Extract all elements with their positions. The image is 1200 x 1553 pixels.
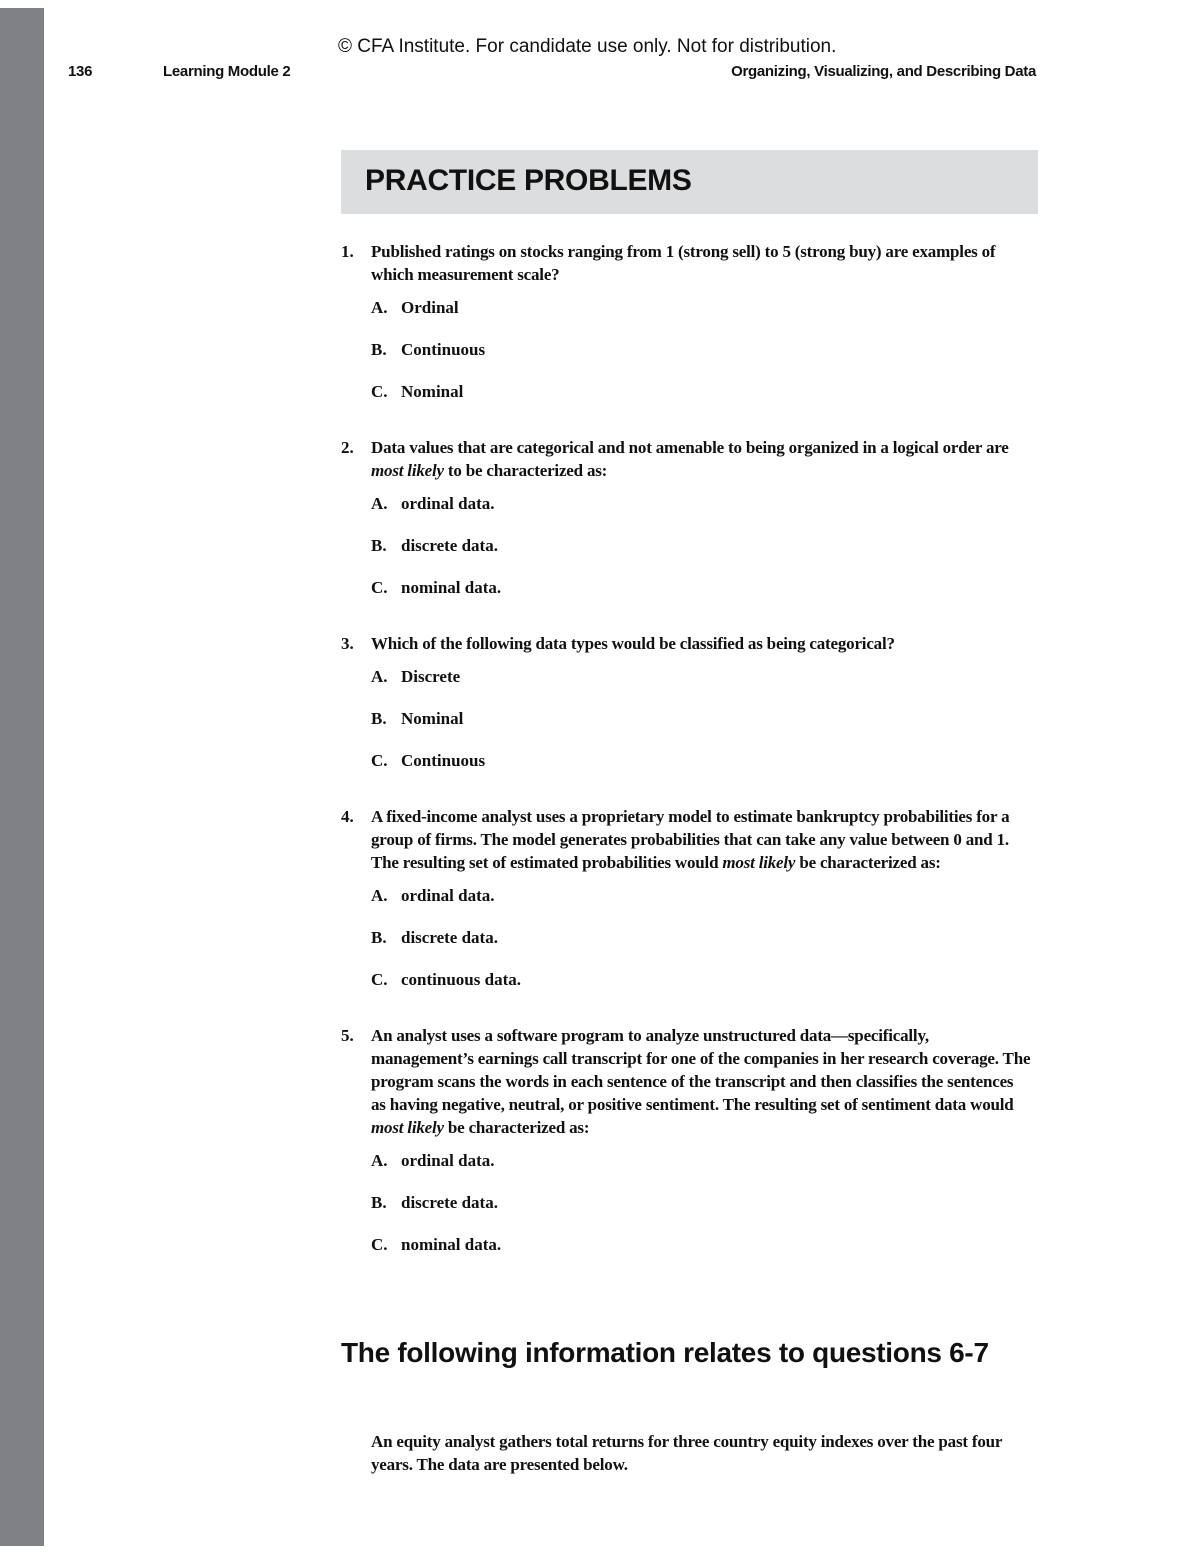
option-text: nominal data. bbox=[401, 578, 502, 597]
section-intro: An equity analyst gathers total returns for three country equity indexes over the past four years. The data are presented below. bbox=[371, 1432, 1002, 1474]
question-text bbox=[371, 805, 1031, 874]
answer-option-b[interactable] bbox=[371, 1191, 1031, 1233]
option-text: ordinal data. bbox=[401, 494, 495, 513]
answer-option-a[interactable] bbox=[371, 492, 1031, 534]
question-2 bbox=[341, 436, 1031, 618]
option-letter: C. bbox=[371, 751, 388, 770]
module-label: Learning Module 2 bbox=[163, 63, 291, 80]
option-letter: A. bbox=[371, 667, 388, 686]
question-text-part: Published ratings on stocks ranging from 1 (strong sell) to 5 (strong buy) are examples of which measurement scale? bbox=[371, 242, 996, 284]
answer-option-c[interactable] bbox=[371, 576, 1031, 618]
answer-option-b[interactable] bbox=[371, 926, 1031, 968]
option-text: discrete data. bbox=[401, 1193, 498, 1212]
practice-problems-banner bbox=[341, 150, 1038, 214]
answer-options bbox=[371, 884, 1031, 1010]
option-letter: A. bbox=[371, 298, 388, 317]
option-letter: A. bbox=[371, 1151, 388, 1170]
option-letter: C. bbox=[371, 970, 388, 989]
answer-option-c[interactable] bbox=[371, 968, 1031, 1010]
answer-option-b[interactable] bbox=[371, 338, 1031, 380]
question-number: 5. bbox=[341, 1026, 354, 1045]
answer-option-c[interactable] bbox=[371, 749, 1031, 791]
option-text: ordinal data. bbox=[401, 1151, 495, 1170]
question-text-part: to be characterized as: bbox=[443, 461, 608, 480]
question-number: 1. bbox=[341, 242, 354, 261]
answer-option-b[interactable] bbox=[371, 707, 1031, 749]
option-text: ordinal data. bbox=[401, 886, 495, 905]
question-5 bbox=[341, 1024, 1031, 1275]
question-text-part: An analyst uses a software program to analyze unstructured data—specifically, management’s earnings call transcript for one of the companies in her research coverage. The program scans the words in each sentence of the transcript and then classifies the sentences as having negative, neutral, or positive sentiment. The resulting set of sentiment data would bbox=[371, 1026, 1031, 1114]
option-text: Continuous bbox=[401, 751, 486, 770]
answer-option-a[interactable] bbox=[371, 296, 1031, 338]
option-letter: C. bbox=[371, 1235, 388, 1254]
section-heading: The following information relates to questions 6-7 bbox=[341, 1337, 989, 1368]
option-letter: B. bbox=[371, 536, 387, 555]
answer-option-a[interactable] bbox=[371, 1149, 1031, 1191]
option-letter: A. bbox=[371, 886, 388, 905]
option-text: continuous data. bbox=[401, 970, 521, 989]
answer-option-a[interactable] bbox=[371, 884, 1031, 926]
question-emphasis: most likely bbox=[722, 853, 796, 872]
question-4 bbox=[341, 805, 1031, 1010]
answer-options bbox=[371, 492, 1031, 618]
option-letter: C. bbox=[371, 578, 388, 597]
question-text bbox=[371, 436, 1031, 482]
option-text: discrete data. bbox=[401, 928, 498, 947]
option-letter: C. bbox=[371, 382, 388, 401]
answer-option-c[interactable] bbox=[371, 380, 1031, 422]
answer-option-a[interactable] bbox=[371, 665, 1031, 707]
question-number: 4. bbox=[341, 807, 354, 826]
answer-options bbox=[371, 296, 1031, 422]
question-text bbox=[371, 632, 895, 655]
question-text-part: A fixed-income analyst uses a proprietary model to estimate bankruptcy probabilities for a group of firms. The model generates probabilities that can take any value between 0 and 1. The resulting set of estimated probabilities would bbox=[371, 807, 1010, 872]
option-text: Nominal bbox=[401, 382, 464, 401]
answer-option-b[interactable] bbox=[371, 534, 1031, 576]
question-text-part: Data values that are categorical and not amenable to being organized in a logical order are bbox=[371, 438, 1009, 457]
answer-option-c[interactable] bbox=[371, 1233, 1031, 1275]
option-letter: B. bbox=[371, 928, 387, 947]
option-text: Nominal bbox=[401, 709, 464, 728]
option-text: nominal data. bbox=[401, 1235, 502, 1254]
question-3 bbox=[341, 632, 1031, 791]
question-number: 3. bbox=[341, 634, 354, 653]
question-emphasis: most likely bbox=[371, 1118, 444, 1137]
option-text: Discrete bbox=[401, 667, 461, 686]
page-edge-bar bbox=[0, 8, 44, 1546]
option-text: Ordinal bbox=[401, 298, 459, 317]
option-letter: B. bbox=[371, 340, 387, 359]
option-letter: A. bbox=[371, 494, 388, 513]
copyright-notice: © CFA Institute. For candidate use only. Not for distribution. bbox=[338, 36, 837, 57]
answer-options bbox=[371, 1149, 1031, 1275]
questions-list bbox=[341, 240, 1031, 1289]
question-emphasis: most likely bbox=[371, 461, 444, 480]
question-text bbox=[371, 1024, 1031, 1139]
question-text bbox=[371, 240, 1031, 286]
banner-title: PRACTICE PROBLEMS bbox=[365, 164, 692, 197]
question-1 bbox=[341, 240, 1031, 422]
option-text: discrete data. bbox=[401, 536, 498, 555]
option-text: Continuous bbox=[401, 340, 486, 359]
option-letter: B. bbox=[371, 1193, 387, 1212]
question-number: 2. bbox=[341, 438, 354, 457]
answer-options bbox=[371, 665, 1031, 791]
page-number: 136 bbox=[68, 63, 93, 80]
option-letter: B. bbox=[371, 709, 387, 728]
question-text-part: be characterized as: bbox=[443, 1118, 590, 1137]
chapter-title: Organizing, Visualizing, and Describing Data bbox=[731, 63, 1036, 80]
question-text-part: Which of the following data types would be classified as being categorical? bbox=[371, 634, 895, 653]
question-text-part: be characterized as: bbox=[795, 853, 941, 872]
